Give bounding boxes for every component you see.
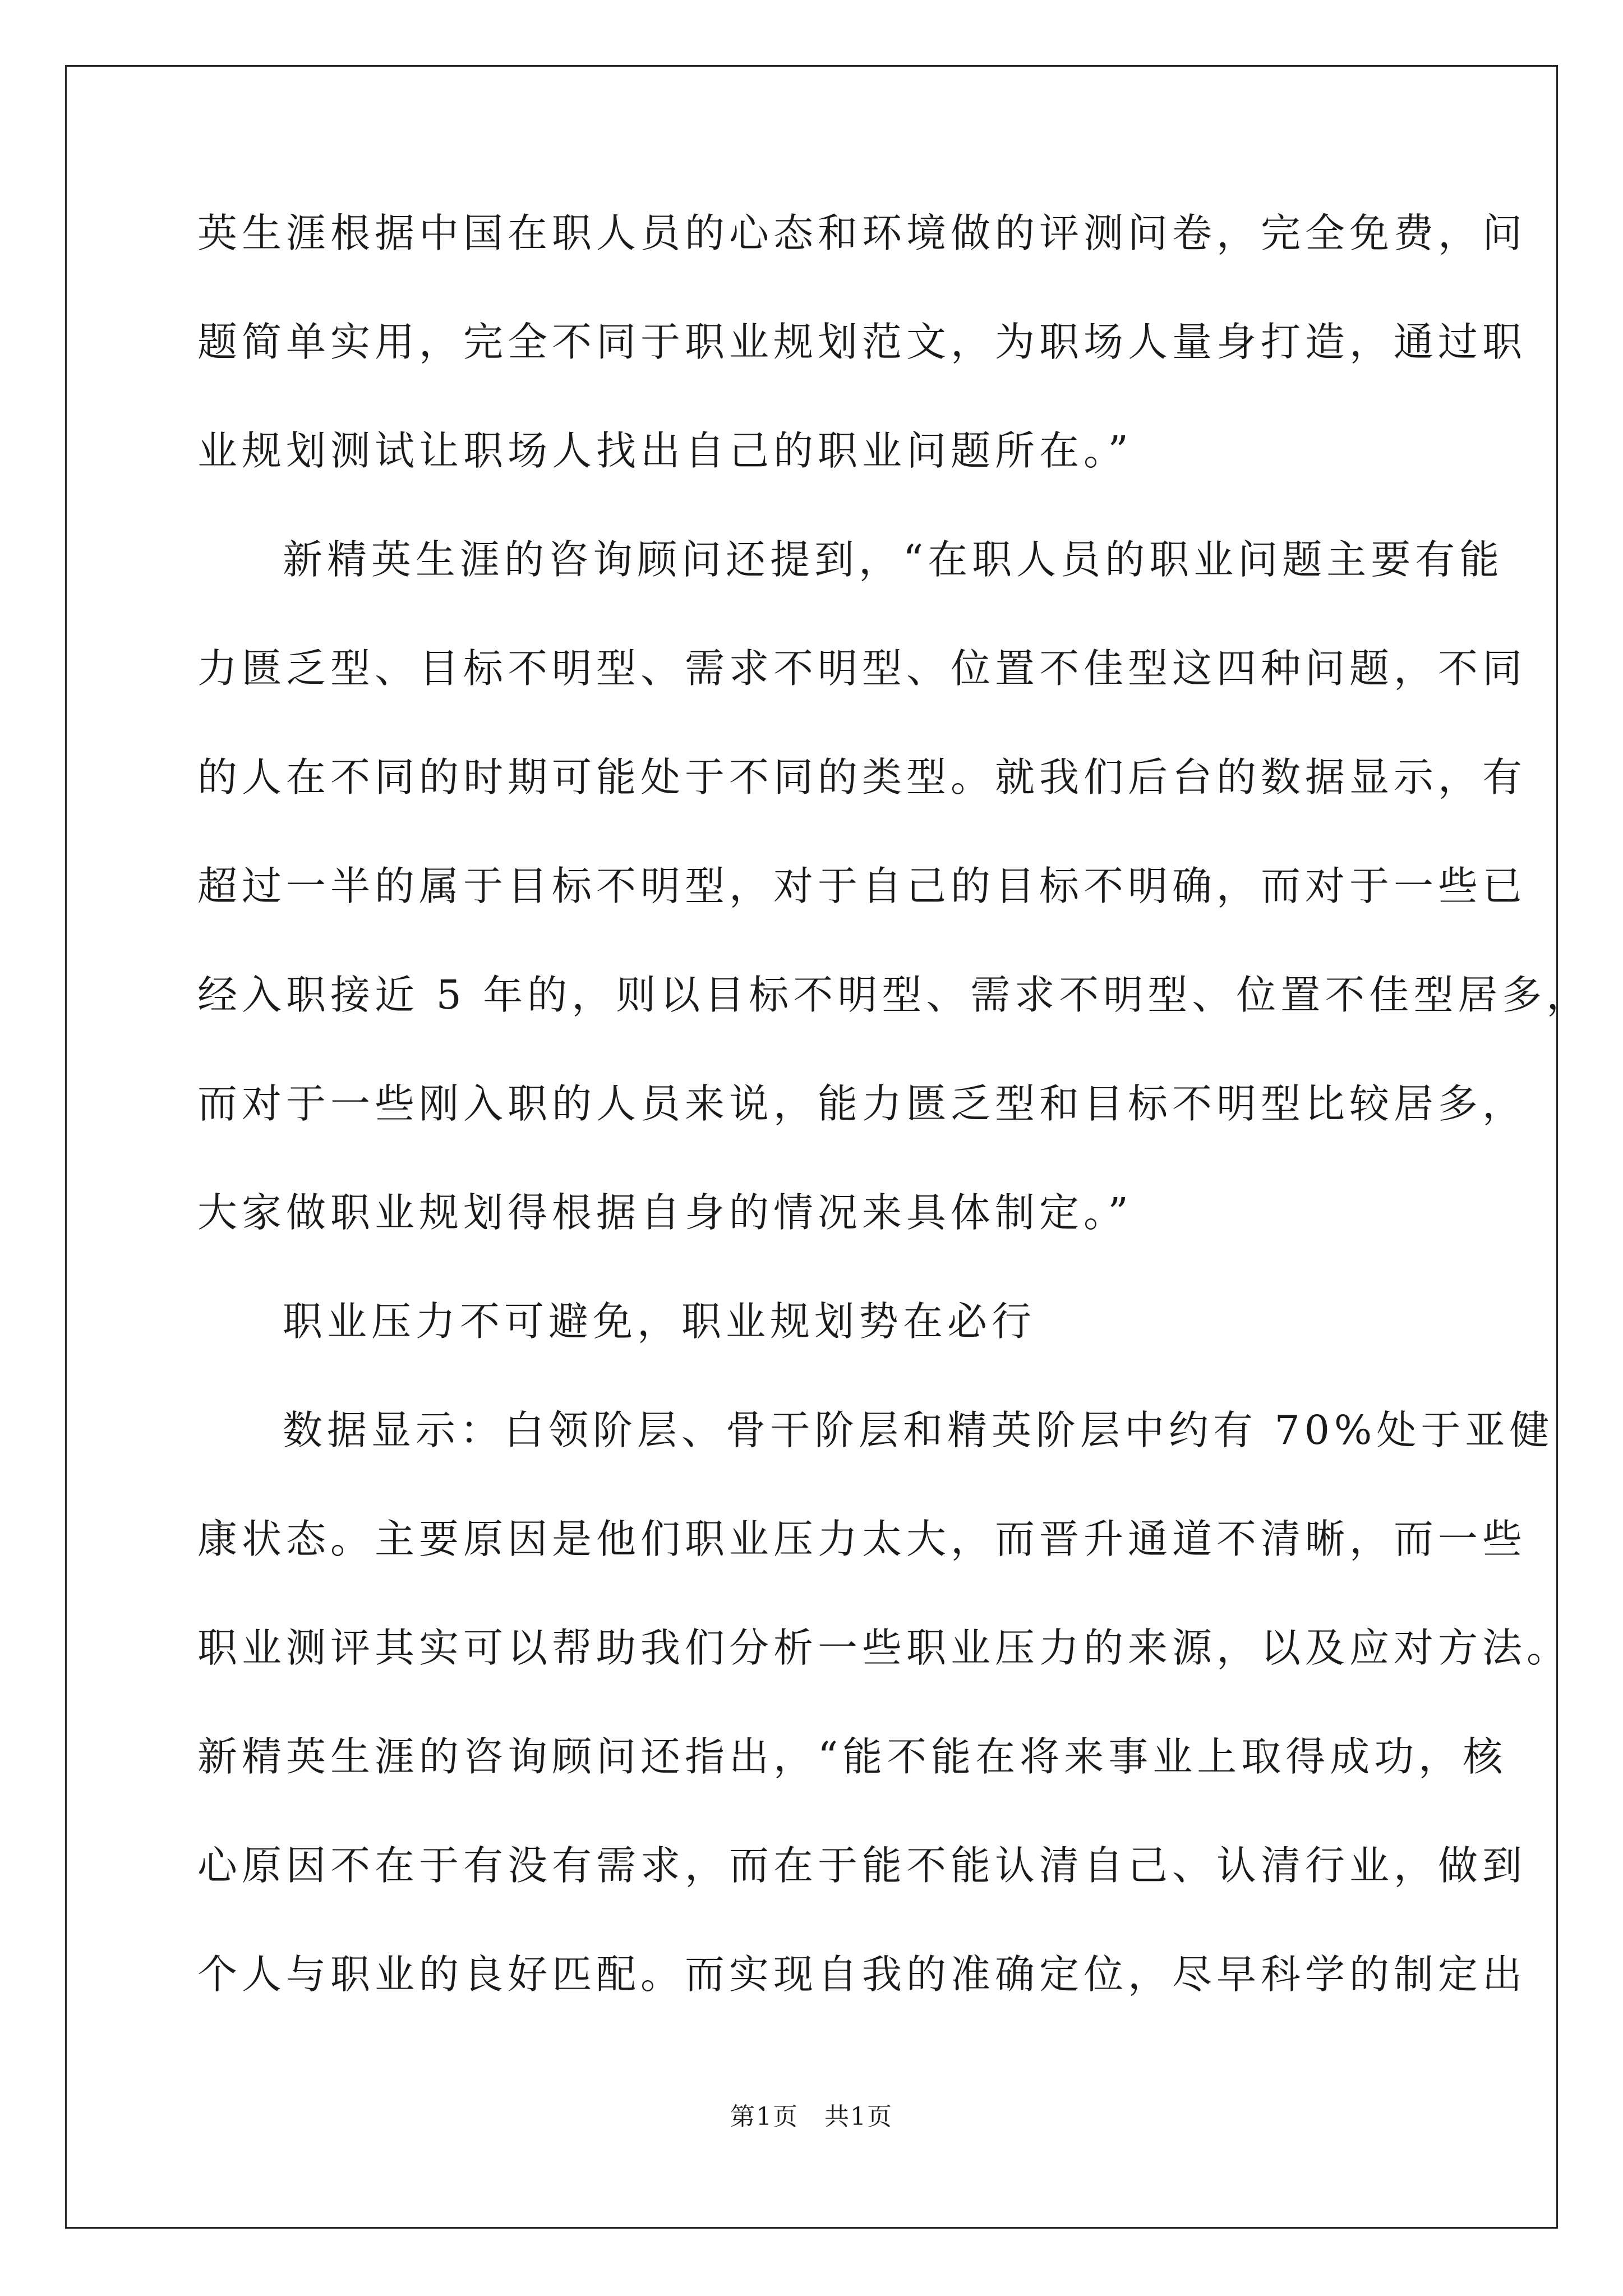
text-line: 英生涯根据中国在职人员的心态和环境做的评测问卷，完全免费，问 [197, 210, 1527, 256]
text-line: 数据显示：白领阶层、骨干阶层和精英阶层中约有 70%处于亚健 [283, 1407, 1554, 1453]
text-line: 心原因不在于有没有需求，而在于能不能认清自己、认清行业，做到 [197, 1842, 1527, 1889]
document-body [197, 210, 1591, 2064]
text-line: 新精英生涯的咨询顾问还提到，“在职人员的职业问题主要有能 [283, 536, 1504, 583]
text-line: 职业测评其实可以帮助我们分析一些职业压力的来源，以及应对方法。 [197, 1625, 1571, 1671]
page-number-footer: 第1页 共1页 [730, 2102, 893, 2131]
text-line: 经入职接近 5 年的，则以目标不明型、需求不明型、位置不佳型居多， [197, 972, 1591, 1018]
text-line: 的人在不同的时期可能处于不同的类型。就我们后台的数据显示，有 [197, 754, 1527, 800]
text-line: 超过一半的属于目标不明型，对于自己的目标不明确，而对于一些已 [197, 863, 1527, 909]
text-line: 康状态。主要原因是他们职业压力太大，而晋升通道不清晰，而一些 [197, 1516, 1527, 1562]
text-line: 业规划测试让职场人找出自己的职业问题所在。” [197, 427, 1133, 474]
text-line: 新精英生涯的咨询顾问还指出，“能不能在将来事业上取得成功，核 [197, 1733, 1507, 1780]
text-line: 力匮乏型、目标不明型、需求不明型、位置不佳型这四种问题，不同 [197, 645, 1527, 692]
section-heading: 职业压力不可避免，职业规划势在必行 [283, 1298, 1036, 1345]
text-line: 题简单实用，完全不同于职业规划范文，为职场人量身打造，通过职 [197, 319, 1527, 365]
text-line: 个人与职业的良好匹配。而实现自我的准确定位，尽早科学的制定出 [197, 1951, 1527, 1998]
text-line: 大家做职业规划得根据自身的情况来具体制定。” [197, 1189, 1133, 1236]
text-line: 而对于一些刚入职的人员来说，能力匮乏型和目标不明型比较居多， [197, 1080, 1527, 1127]
